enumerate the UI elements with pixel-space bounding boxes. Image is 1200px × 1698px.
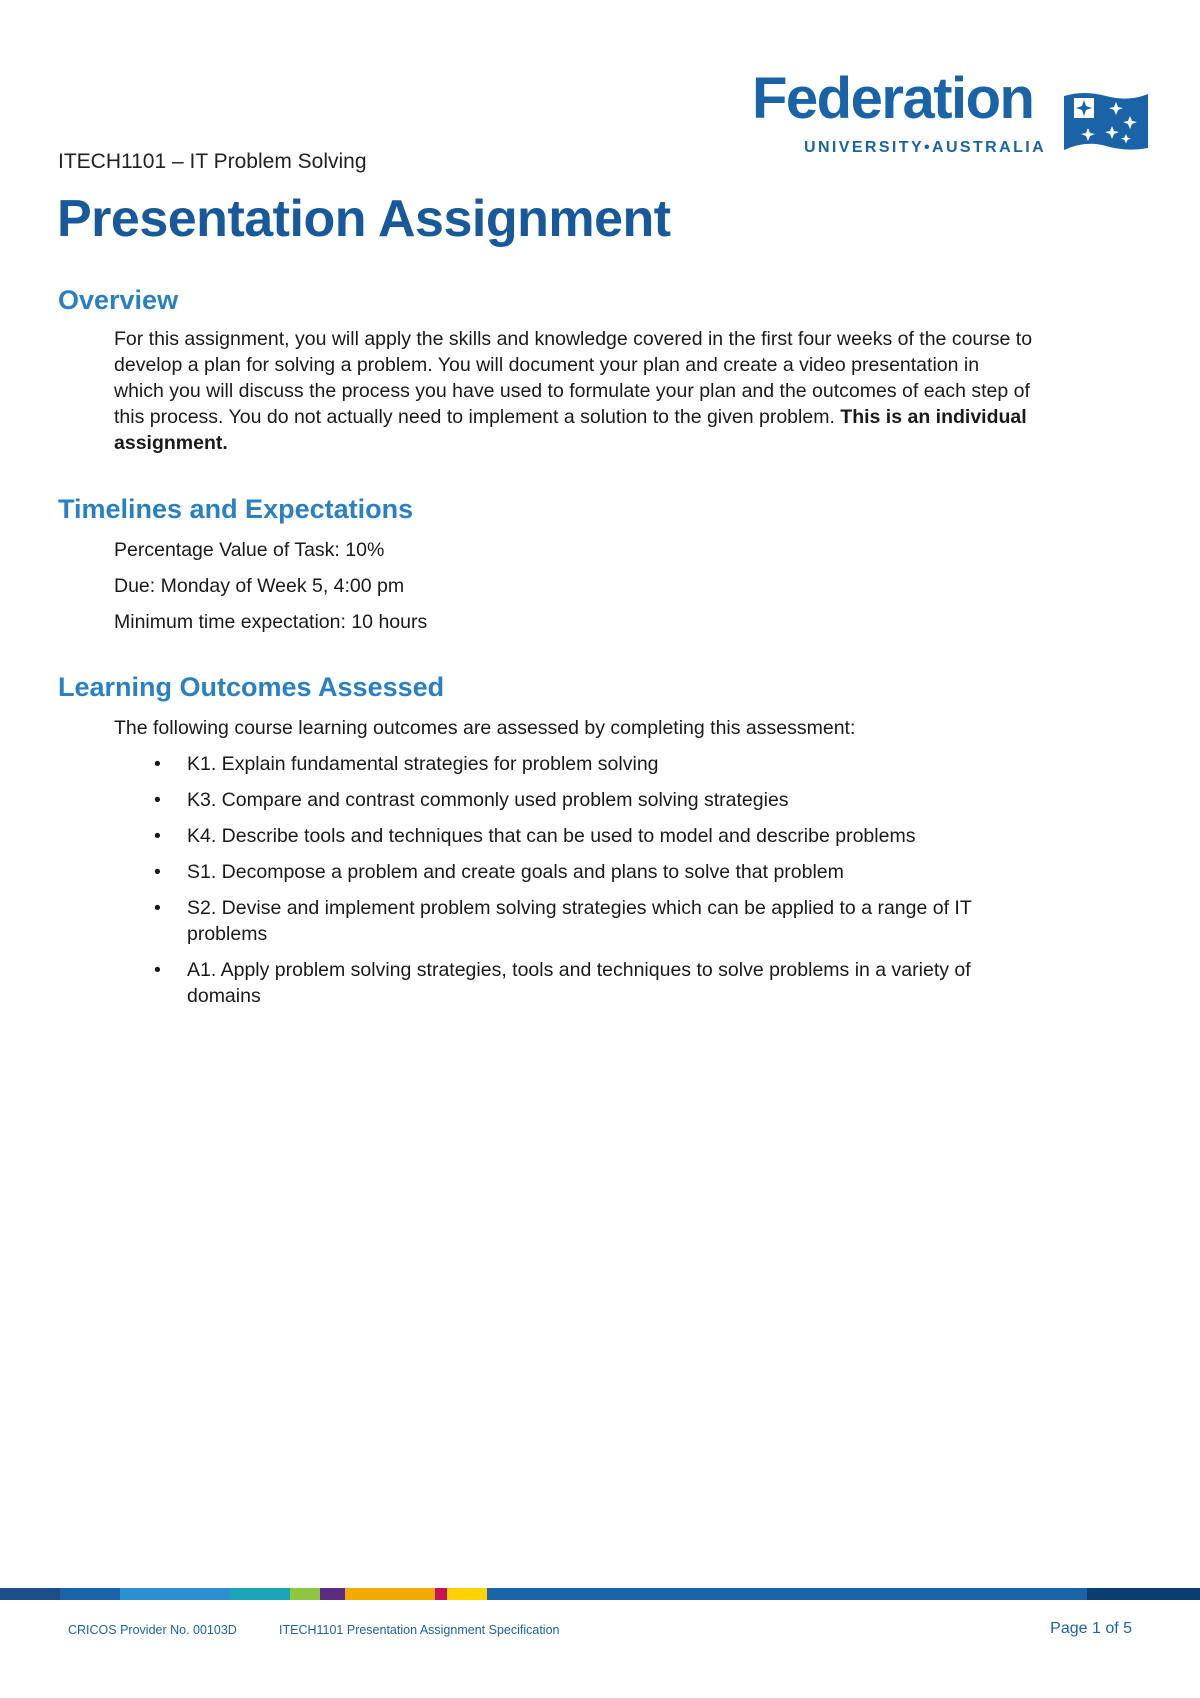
footer-bar-segment bbox=[447, 1588, 487, 1600]
bullet-point: • bbox=[154, 861, 161, 883]
overview-heading: Overview bbox=[58, 285, 179, 315]
page-number: Page 1 of 5 bbox=[1050, 1620, 1132, 1637]
list-item bbox=[150, 823, 1030, 849]
time-expectation: Minimum time expectation: 10 hours bbox=[114, 611, 428, 633]
bullet-point: • bbox=[154, 789, 161, 811]
outcome-text: S1. Decompose a problem and create goals and plans to solve that problem bbox=[187, 861, 844, 883]
overview-body: For this assignment, you will apply the skills and knowledge covered in the first four weeks of the course to develop a plan for solving a problem. You will document your plan and create a video presentation in which you will discuss the process you have used to formulate your plan and the outcomes of each step of this process. You do not actually need to implement a solution to the given problem. bbox=[114, 328, 1033, 428]
outcome-text: A1. Apply problem solving strategies, tools and techniques to solve problems in a variety of domains bbox=[187, 959, 971, 1007]
outcome-text: K3. Compare and contrast commonly used problem solving strategies bbox=[187, 789, 789, 811]
bullet-point: • bbox=[154, 753, 161, 775]
list-item bbox=[150, 957, 1030, 1009]
overview-paragraph bbox=[114, 326, 1034, 456]
footer-bar-segment bbox=[60, 1588, 120, 1600]
bullet-point: • bbox=[154, 959, 161, 981]
course-code: ITECH1101 – IT Problem Solving bbox=[58, 150, 367, 173]
overview-emphasis: This is an individual assignment. bbox=[114, 406, 1027, 454]
document-name: ITECH1101 Presentation Assignment Specification bbox=[279, 1623, 560, 1637]
footer-bar-segment bbox=[320, 1588, 345, 1600]
list-item bbox=[150, 859, 1030, 885]
footer-bar-segment bbox=[0, 1588, 60, 1600]
footer-bar-segment bbox=[487, 1588, 1087, 1600]
footer-bar-segment bbox=[290, 1588, 320, 1600]
footer-bar-segment bbox=[435, 1588, 447, 1600]
federation-logo bbox=[752, 66, 1148, 160]
southern-cross-flag-icon bbox=[1064, 88, 1148, 154]
outcomes-intro: The following course learning outcomes are assessed by completing this assessment: bbox=[114, 717, 856, 739]
outcomes-heading: Learning Outcomes Assessed bbox=[58, 672, 445, 702]
logo-wordmark: Federation bbox=[752, 66, 1034, 131]
bullet-point: • bbox=[154, 897, 161, 919]
outcomes-list bbox=[150, 751, 1030, 1019]
page-title: Presentation Assignment bbox=[57, 190, 671, 248]
timelines-heading: Timelines and Expectations bbox=[58, 494, 414, 524]
footer-bar-segment bbox=[1087, 1588, 1200, 1600]
footer-bar-segment bbox=[120, 1588, 230, 1600]
outcome-text: K1. Explain fundamental strategies for problem solving bbox=[187, 753, 659, 775]
outcome-text: S2. Devise and implement problem solving strategies which can be applied to a range of IT problems bbox=[187, 897, 972, 945]
list-item bbox=[150, 787, 1030, 813]
due-date: Due: Monday of Week 5, 4:00 pm bbox=[114, 575, 405, 597]
cricos-number: CRICOS Provider No. 00103D bbox=[68, 1623, 237, 1637]
logo-subtitle: UNIVERSITY•AUSTRALIA bbox=[804, 139, 1047, 156]
bullet-point: • bbox=[154, 825, 161, 847]
list-item bbox=[150, 751, 1030, 777]
percentage-value: Percentage Value of Task: 10% bbox=[114, 539, 385, 561]
list-item bbox=[150, 895, 1030, 947]
footer-bar-segment bbox=[230, 1588, 290, 1600]
footer-bar-segment bbox=[345, 1588, 435, 1600]
outcome-text: K4. Describe tools and techniques that can be used to model and describe problems bbox=[187, 825, 916, 847]
footer-color-bar bbox=[0, 1588, 1200, 1600]
